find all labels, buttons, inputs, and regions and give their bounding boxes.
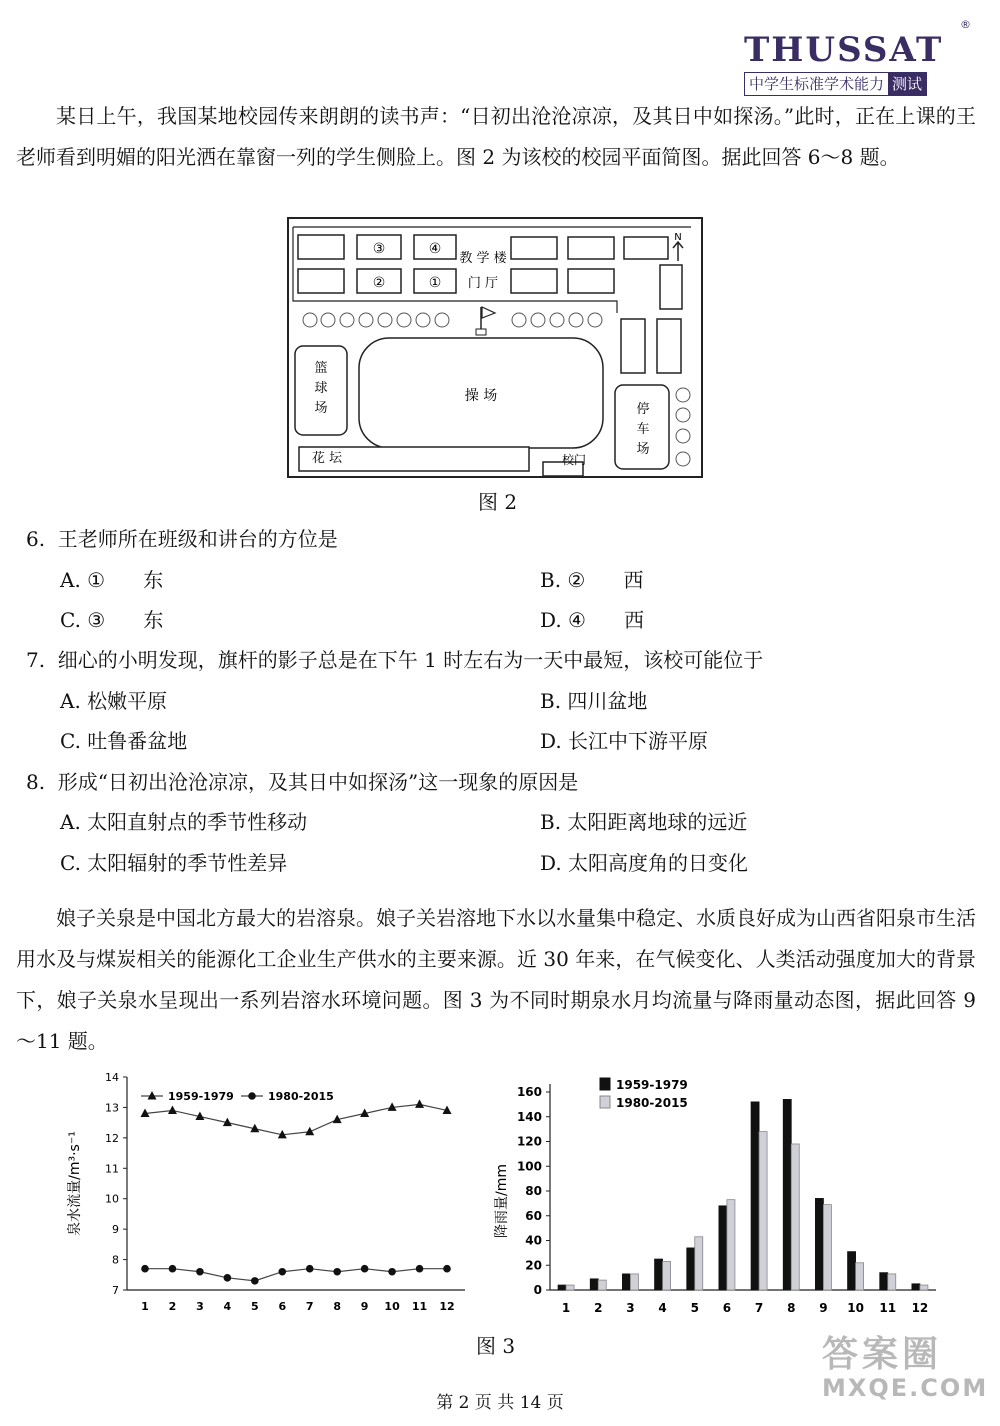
x-tick-label: 7: [754, 1301, 764, 1315]
bar: [566, 1285, 574, 1290]
north-label: N: [674, 232, 682, 243]
legend-label: 1980-2015: [268, 1090, 334, 1103]
y-tick-label: 60: [525, 1208, 542, 1223]
data-point: [306, 1265, 314, 1273]
bar: [687, 1248, 695, 1290]
data-point: [415, 1099, 424, 1108]
x-tick-label: 1: [561, 1301, 571, 1315]
data-point: [141, 1265, 149, 1273]
y-tick-label: 40: [525, 1233, 542, 1248]
bar: [888, 1274, 896, 1290]
logo-subtitle-left: 中学生标准学术能力: [749, 75, 885, 93]
side-building: [660, 265, 682, 309]
building-room: [568, 237, 614, 259]
question-8-option-c[interactable]: C. 太阳辐射的季节性差异: [60, 851, 288, 875]
bar: [920, 1285, 928, 1290]
y-tick-label: 0: [533, 1283, 542, 1297]
bar: [663, 1262, 671, 1290]
x-tick-label: 6: [278, 1300, 287, 1313]
bar: [590, 1279, 598, 1290]
watermark-bottom: MXQE.COM: [822, 1374, 989, 1402]
data-point: [361, 1265, 369, 1273]
question-7-stem: 7. 细心的小明发现，旗杆的影子总是在下午 1 时左右为一天中最短，该校可能位于: [26, 648, 764, 672]
legend-marker: [148, 1091, 157, 1100]
x-tick-label: 12: [439, 1300, 455, 1313]
x-tick-label: 6: [722, 1301, 732, 1315]
x-tick-label: 3: [196, 1300, 204, 1313]
question-7-option-a[interactable]: A. 松嫩平原: [60, 689, 168, 713]
data-point: [388, 1268, 396, 1276]
building-room: [511, 269, 557, 293]
series-line: [145, 1104, 447, 1134]
question-6-option-c[interactable]: C. ③ 东: [60, 608, 164, 632]
logo-subtitle-right: 测试: [888, 73, 926, 95]
hall-label: 门 厅: [467, 276, 499, 291]
y-tick-label: 100: [516, 1159, 542, 1174]
x-tick-label: 8: [787, 1301, 796, 1315]
logo-wordmark: THUSSAT: [744, 30, 944, 70]
building-room: [298, 269, 344, 293]
bar: [791, 1144, 799, 1290]
bar: [727, 1200, 735, 1290]
legend-marker: [248, 1092, 256, 1100]
figure-3-caption: 图 3: [476, 1334, 516, 1358]
data-point: [224, 1274, 232, 1282]
data-point: [168, 1105, 177, 1114]
parking-label-3: 场: [636, 442, 650, 457]
teaching-building-label: 教 学 楼: [459, 251, 507, 266]
y-axis-label: 降雨量/mm: [494, 1164, 510, 1238]
x-tick-label: 10: [384, 1300, 400, 1313]
question-7-option-b[interactable]: B. 四川盆地: [540, 689, 648, 713]
y-tick-label: 10: [105, 1192, 119, 1206]
field-label: 操 场: [464, 388, 498, 404]
question-8-stem: 8. 形成“日初出沧沧凉凉，及其日中如探汤”这一现象的原因是: [26, 770, 579, 794]
data-point: [416, 1265, 424, 1273]
data-point: [443, 1265, 451, 1273]
data-point: [169, 1265, 177, 1273]
x-tick-label: 3: [626, 1301, 635, 1315]
room-label-4: ④: [428, 241, 442, 257]
bar: [622, 1274, 630, 1290]
building-room: [511, 237, 557, 259]
legend-swatch: [600, 1096, 610, 1108]
y-tick-label: 11: [105, 1162, 119, 1176]
y-axis-label: 泉水流量/m³·s⁻¹: [67, 1131, 83, 1236]
question-7-option-d[interactable]: D. 长江中下游平原: [540, 729, 709, 753]
flowerbed-label: 花 坛: [311, 451, 343, 466]
question-6-option-b[interactable]: B. ② 西: [540, 568, 644, 592]
bar: [695, 1237, 703, 1290]
y-tick-label: 8: [112, 1253, 119, 1267]
question-8-option-d[interactable]: D. 太阳高度角的日变化: [540, 851, 749, 875]
data-point: [278, 1268, 286, 1276]
legend-label: 1959-1979: [168, 1090, 234, 1103]
y-tick-label: 120: [516, 1134, 542, 1149]
bar: [759, 1132, 767, 1290]
basketball-label-3: 场: [314, 401, 328, 416]
bar: [856, 1263, 864, 1290]
bar: [598, 1280, 606, 1290]
bar: [751, 1102, 759, 1290]
legend-label: 1959-1979: [616, 1078, 688, 1092]
question-7-option-c[interactable]: C. 吐鲁番盆地: [60, 729, 188, 753]
x-tick-label: 12: [911, 1301, 929, 1315]
room-label-2: ②: [372, 275, 386, 291]
data-point: [196, 1268, 204, 1276]
bar: [815, 1198, 823, 1290]
y-tick-label: 9: [112, 1223, 119, 1237]
building-room: [624, 237, 668, 259]
bar: [630, 1274, 638, 1290]
bar: [880, 1273, 888, 1290]
bar: [655, 1259, 663, 1290]
parking-label-2: 车: [636, 422, 650, 437]
x-tick-label: 4: [658, 1301, 667, 1315]
y-tick-label: 20: [525, 1258, 542, 1273]
y-tick-label: 13: [105, 1101, 119, 1115]
x-tick-label: 8: [333, 1300, 342, 1313]
x-tick-label: 9: [819, 1301, 828, 1315]
x-tick-label: 11: [411, 1300, 428, 1313]
x-tick-label: 4: [223, 1300, 232, 1313]
building-room: [298, 235, 344, 259]
bar: [912, 1284, 920, 1290]
data-point: [251, 1277, 259, 1285]
intro-paragraph-2: 娘子关泉是中国北方最大的岩溶泉。娘子关岩溶地下水以水量集中稳定、水质良好成为山西省阳泉市生活用水及与煤炭相关的能源化工企业生产供水的主要来源。近 30 年来，在气候变化、人类活动强度加大的背景下，娘子关泉水呈现出一系列岩溶水环境问题。图 3 为不同时期泉水月均流量与降雨量动态图，据此回答 9～11 题。: [16, 906, 976, 1053]
campus-plan-diagram: [285, 215, 705, 480]
legend-label: 1980-2015: [616, 1096, 688, 1110]
bar: [783, 1099, 791, 1290]
series-line: [145, 1269, 447, 1281]
room-label-3: ③: [372, 241, 386, 257]
x-tick-label: 10: [847, 1301, 864, 1315]
y-tick-label: 80: [525, 1184, 542, 1198]
bar: [719, 1206, 727, 1290]
x-tick-label: 2: [168, 1300, 177, 1313]
question-8-option-a[interactable]: A. 太阳直射点的季节性移动: [60, 810, 308, 834]
y-tick-label: 140: [516, 1109, 542, 1124]
x-tick-label: 5: [250, 1300, 259, 1313]
x-tick-label: 2: [594, 1301, 603, 1315]
side-building: [657, 319, 681, 373]
bar: [558, 1285, 566, 1290]
question-6-stem: 6. 王老师所在班级和讲台的方位是: [26, 527, 338, 551]
basketball-label-2: 球: [314, 381, 328, 396]
x-tick-label: 11: [879, 1301, 897, 1315]
x-tick-label: 9: [360, 1300, 369, 1313]
logo-subtitle: [744, 72, 927, 96]
question-6-option-a[interactable]: A. ① 东: [60, 568, 164, 592]
x-tick-label: 5: [690, 1301, 699, 1315]
bar: [823, 1205, 831, 1290]
page-footer: 第 2 页 共 14 页: [436, 1393, 564, 1413]
registered-mark: ®: [960, 18, 971, 31]
data-point: [333, 1268, 341, 1276]
parking-label-1: 停: [636, 402, 650, 417]
gate-label: 校门: [561, 453, 587, 467]
rainfall-bar-chart: [488, 1062, 948, 1327]
question-8-option-b[interactable]: B. 太阳距离地球的远近: [540, 810, 748, 834]
spring-flow-line-chart: [55, 1062, 475, 1327]
watermark-top: 答案圈: [822, 1334, 943, 1375]
y-tick-label: 160: [516, 1085, 542, 1099]
figure-2-caption: 图 2: [478, 490, 518, 514]
y-tick-label: 12: [105, 1131, 119, 1145]
room-label-1: ①: [428, 275, 442, 291]
x-tick-label: 1: [141, 1300, 149, 1313]
question-6-option-d[interactable]: D. ④ 西: [540, 608, 645, 632]
x-tick-label: 7: [305, 1300, 314, 1313]
intro-paragraph-1: 某日上午，我国某地校园传来朗朗的读书声：“日初出沧沧凉凉，及其日中如探汤。”此时，正在上课的王老师看到明媚的阳光洒在靠窗一列的学生侧脸上。图 2 为该校的校园平面简图。据此回答 6～8 题。: [16, 104, 976, 169]
basketball-label-1: 篮: [314, 361, 328, 376]
legend-swatch: [600, 1078, 610, 1090]
bar: [848, 1252, 856, 1290]
y-tick-label: 14: [105, 1071, 119, 1084]
building-room: [568, 269, 614, 293]
watermark: [822, 1335, 988, 1401]
y-tick-label: 7: [112, 1284, 119, 1297]
side-building: [621, 319, 645, 373]
